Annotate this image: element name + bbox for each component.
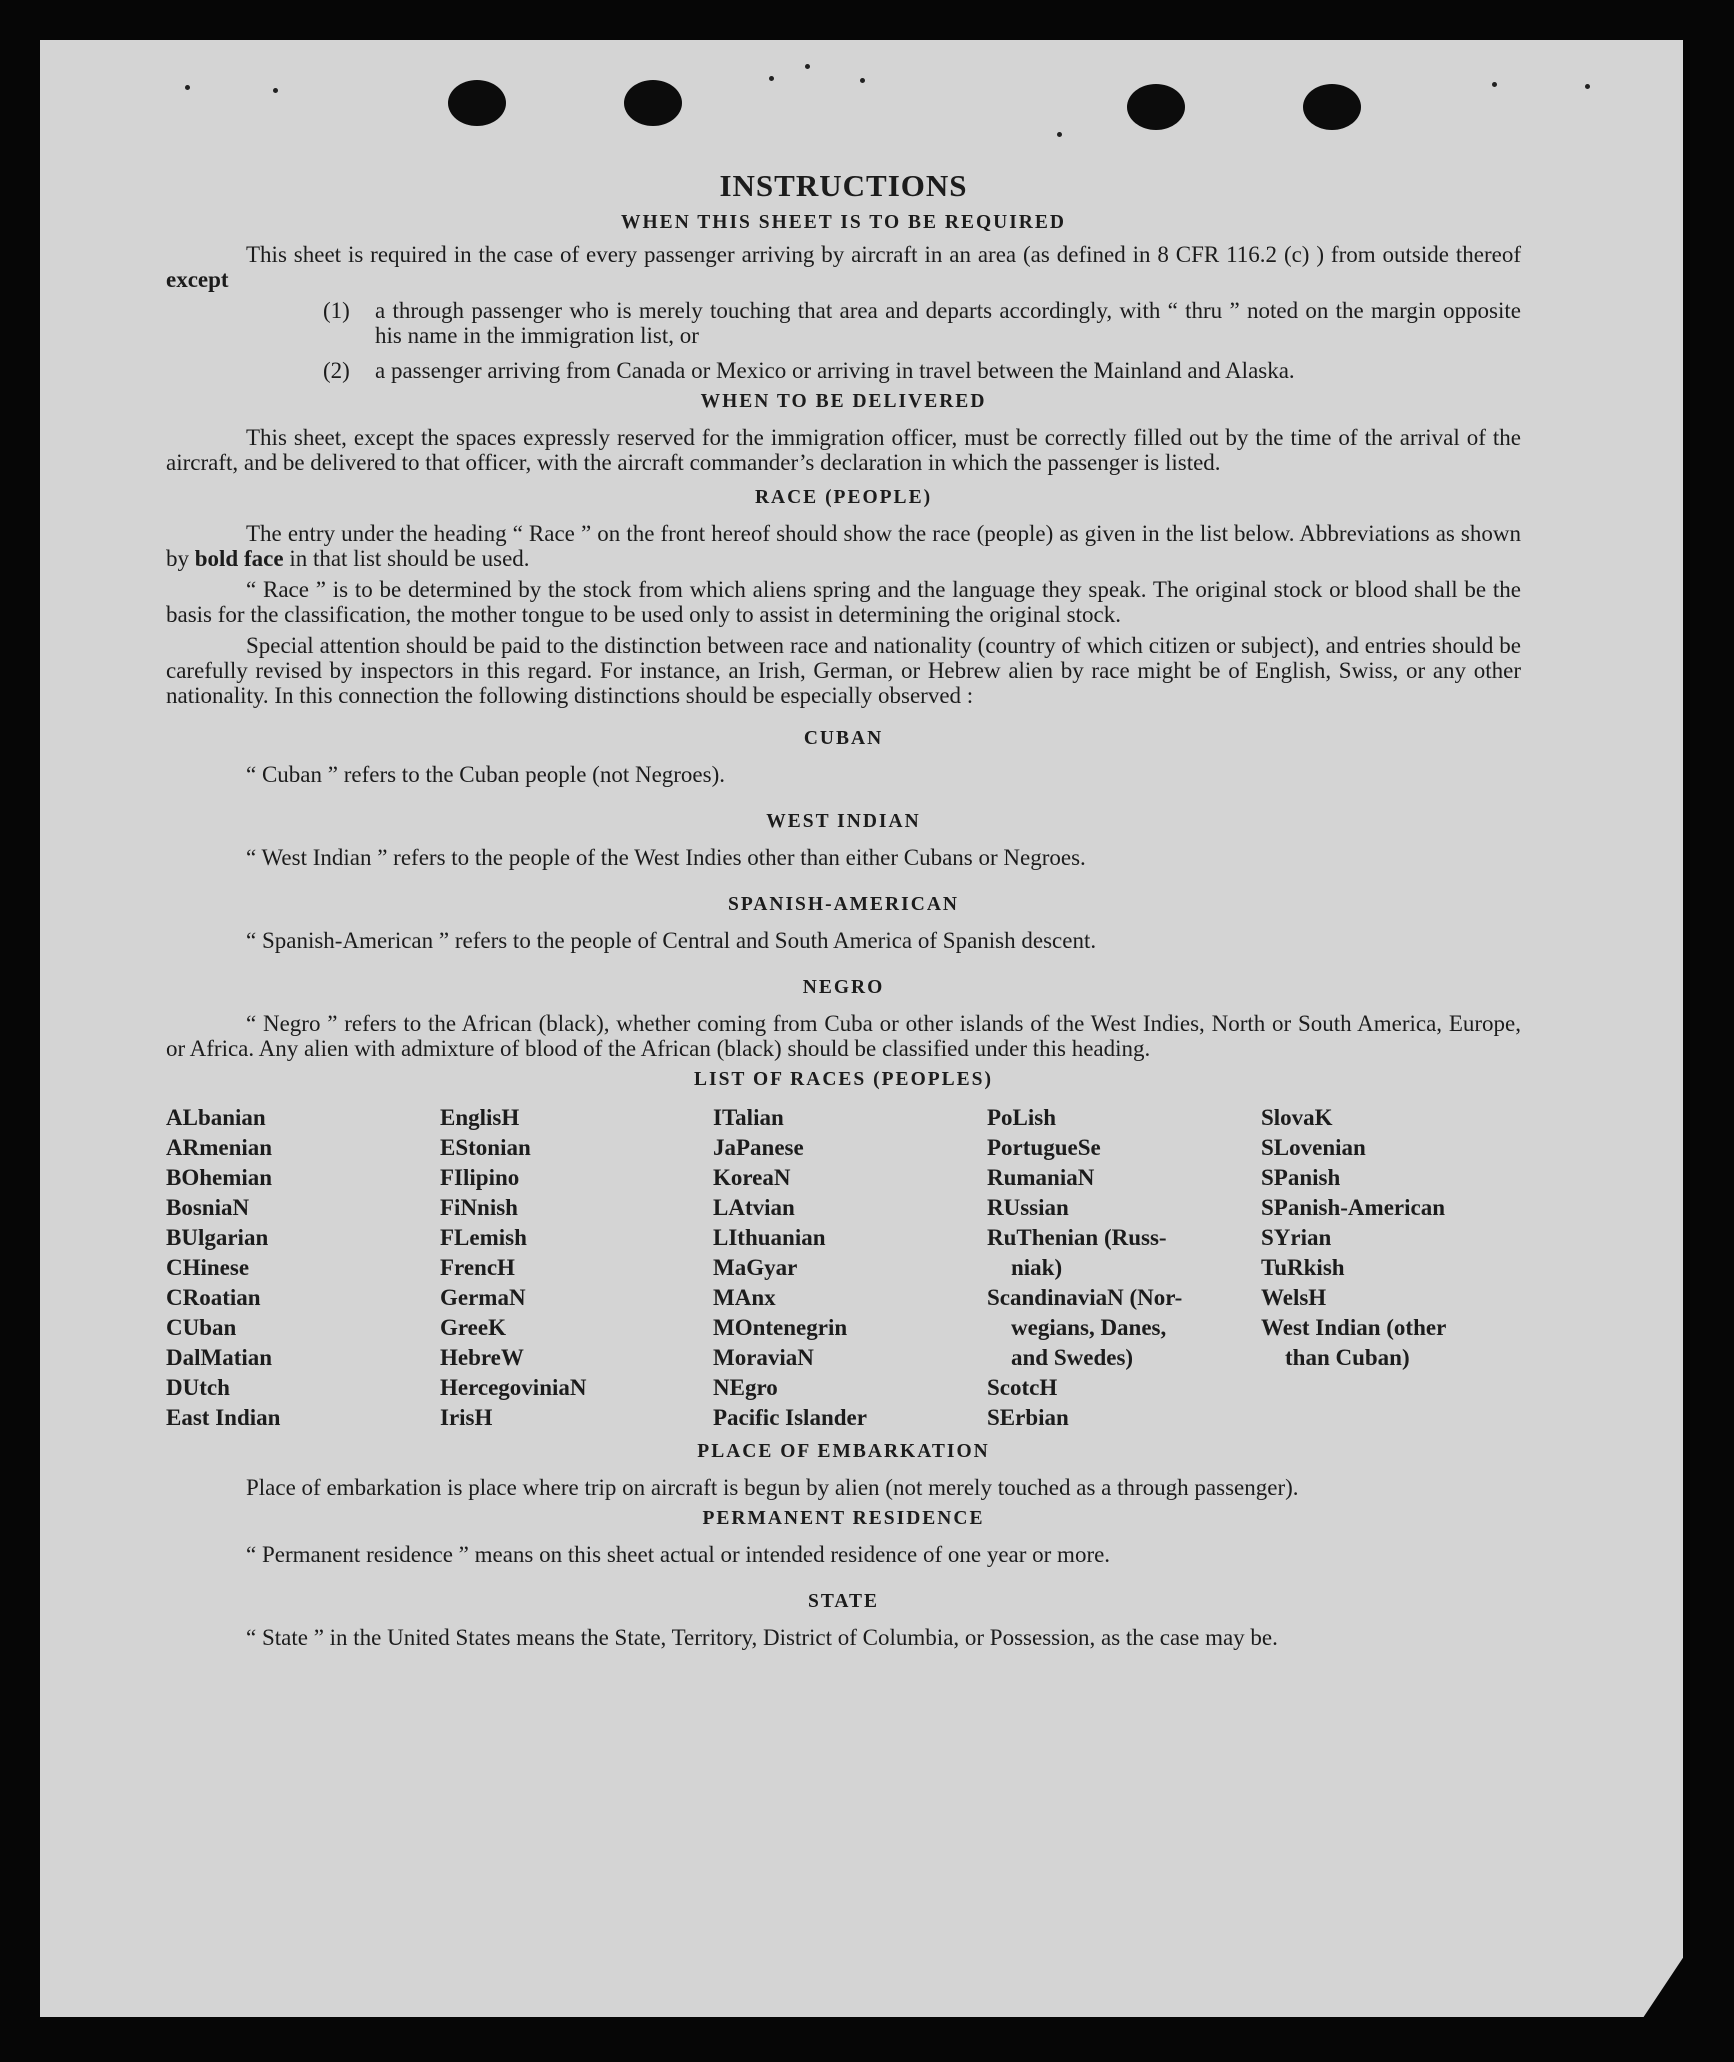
race-item: IrisH (440, 1405, 493, 1430)
paragraph: “ State ” in the United States means the State, Territory, District of Columbia, or Possession, as the case may be. (246, 1625, 1278, 1650)
race-column (440, 1103, 713, 1433)
race-item: EStonian (440, 1135, 531, 1160)
race-item: MaGyar (713, 1255, 798, 1280)
race-item: MAnx (713, 1285, 776, 1310)
paragraph: “ West Indian ” refers to the people of the West Indies other than either Cubans or Negroes. (246, 845, 1086, 870)
race-item: CRoatian (166, 1285, 261, 1310)
race-item: niak) (1011, 1255, 1063, 1280)
race-item: RuThenian (Russ- (987, 1225, 1167, 1250)
race-item: SPanish-American (1261, 1195, 1445, 1220)
punch-hole (624, 80, 682, 126)
race-item: FiNnish (440, 1195, 518, 1220)
race-item: MOntenegrin (713, 1315, 848, 1340)
race-item: HercegoviniaN (440, 1375, 587, 1400)
speck (185, 85, 190, 90)
instructions-content (166, 126, 1521, 1650)
section-heading: LIST OF RACES (PEOPLES) (693, 1069, 993, 1090)
section-heading: WHEN THIS SHEET IS TO BE REQUIRED (621, 212, 1066, 233)
punch-hole (448, 80, 506, 126)
race-item: NEgro (713, 1375, 778, 1400)
race-item: ScotcH (987, 1375, 1058, 1400)
race-item: Pacific Islander (713, 1405, 867, 1430)
race-item: SErbian (987, 1405, 1069, 1430)
race-column (166, 1103, 440, 1433)
paragraph: “ Permanent residence ” means on this sheet actual or intended residence of one year or more. (246, 1542, 1111, 1567)
race-item: SPanish (1261, 1165, 1341, 1190)
paragraph: This sheet is required in the case of every passenger arriving by aircraft in an area (as defined in 8 CFR 116.2 (c) ) from outside thereof except (166, 242, 1521, 292)
race-item: EnglisH (440, 1105, 520, 1130)
speck (860, 78, 865, 83)
speck (769, 76, 774, 81)
section-heading: PERMANENT RESIDENCE (702, 1508, 985, 1529)
race-item: ITalian (713, 1105, 784, 1130)
race-item: LAtvian (713, 1195, 795, 1220)
section-heading: RACE (PEOPLE) (754, 487, 933, 508)
race-item: West Indian (other (1261, 1315, 1447, 1340)
speck (1492, 82, 1497, 87)
section-heading: CUBAN (803, 728, 884, 749)
section-heading: STATE (807, 1591, 880, 1612)
punch-hole (1127, 84, 1185, 130)
race-item: PortugueSe (987, 1135, 1101, 1160)
race-item: BosniaN (166, 1195, 250, 1220)
race-item: LIthuanian (713, 1225, 826, 1250)
race-item: KoreaN (713, 1165, 791, 1190)
paragraph: “ Spanish-American ” refers to the people of Central and South America of Spanish descent. (246, 928, 1097, 953)
section-heading: NEGRO (802, 977, 885, 998)
race-item: TuRkish (1261, 1255, 1345, 1280)
race-item: DalMatian (166, 1345, 273, 1370)
section-heading: PLACE OF EMBARKATION (697, 1441, 990, 1462)
race-item: MoraviaN (713, 1345, 814, 1370)
race-item: DUtch (166, 1375, 230, 1400)
race-item: than Cuban) (1285, 1345, 1410, 1370)
page-title: INSTRUCTIONS (719, 168, 968, 203)
list-item: (2) a passenger arriving from Canada or Mexico or arriving in travel between the Mainland and Alaska. (323, 358, 1295, 383)
race-item: ALbanian (166, 1105, 266, 1130)
section-heading: WHEN TO BE DELIVERED (700, 391, 987, 412)
race-item: PoLish (987, 1105, 1057, 1130)
paragraph: This sheet, except the spaces expressly reserved for the immigration officer, must be correctly filled out by the time of the arrival of the aircraft, and be delivered to that officer, with the aircraft commander’s declaration in which the passenger is listed. (166, 425, 1521, 475)
speck (273, 88, 278, 93)
race-column (987, 1103, 1261, 1433)
race-item: SlovaK (1261, 1105, 1333, 1130)
speck (805, 64, 810, 69)
race-item: RumaniaN (987, 1165, 1095, 1190)
race-item: CHinese (166, 1255, 250, 1280)
race-item: RUssian (987, 1195, 1069, 1220)
race-item: ARmenian (166, 1135, 273, 1160)
race-item: HebreW (440, 1345, 524, 1370)
race-item: BOhemian (166, 1165, 273, 1190)
race-item: WelsH (1261, 1285, 1327, 1310)
paragraph: “ Cuban ” refers to the Cuban people (not Negroes). (246, 762, 726, 787)
race-item: FIlipino (440, 1165, 520, 1190)
race-item: GermaN (440, 1285, 526, 1310)
race-item: FLemish (440, 1225, 527, 1250)
race-column (1261, 1103, 1521, 1433)
race-item: GreeK (440, 1315, 506, 1340)
race-list (166, 1103, 1521, 1433)
paragraph: “ Negro ” refers to the African (black), whether coming from Cuba or other islands of the West Indies, North or South America, Europe, or Africa. Any alien with admixture of blood of the African (black) should be classified under this heading. (166, 1011, 1521, 1061)
paragraph: Place of embarkation is place where trip on aircraft is begun by alien (not merely touched as a through passenger). (246, 1475, 1299, 1500)
race-item: CUban (166, 1315, 237, 1340)
race-column (713, 1103, 987, 1433)
paragraph: Special attention should be paid to the distinction between race and nationality (country of which citizen or subject), and entries should be carefully revised by inspectors in this regard. For instance, an Irish, German, or Hebrew alien by race might be of English, Swiss, or any other nationality. In this connection the following distinctions should be especially observed : (166, 633, 1521, 708)
race-item: and Swedes) (1011, 1345, 1134, 1370)
speck (1585, 84, 1590, 89)
race-item: wegians, Danes, (1011, 1315, 1167, 1340)
section-heading: WEST INDIAN (766, 811, 921, 832)
paragraph: The entry under the heading “ Race ” on the front hereof should show the race (people) as given in the list below. Abbreviations as shown by bold face in that list should be used. (166, 521, 1521, 571)
race-item: SYrian (1261, 1225, 1332, 1250)
race-item: FrencH (440, 1255, 515, 1280)
race-item: East Indian (166, 1405, 281, 1430)
race-item: ScandinaviaN (Nor- (987, 1285, 1183, 1310)
race-item: JaPanese (713, 1135, 804, 1160)
race-item: BUlgarian (166, 1225, 269, 1250)
list-item: (1) a through passenger who is merely touching that area and departs accordingly, with “ thru ” noted on the margin opposite his name in the immigration list, or (323, 298, 1521, 348)
section-heading: SPANISH-AMERICAN (728, 894, 959, 915)
punch-hole (1303, 84, 1361, 130)
paragraph: “ Race ” is to be determined by the stock from which aliens spring and the language they speak. The original stock or blood shall be the basis for the classification, the mother tongue to be used only to assist in determining the original stock. (166, 577, 1521, 627)
race-item: SLovenian (1261, 1135, 1366, 1160)
